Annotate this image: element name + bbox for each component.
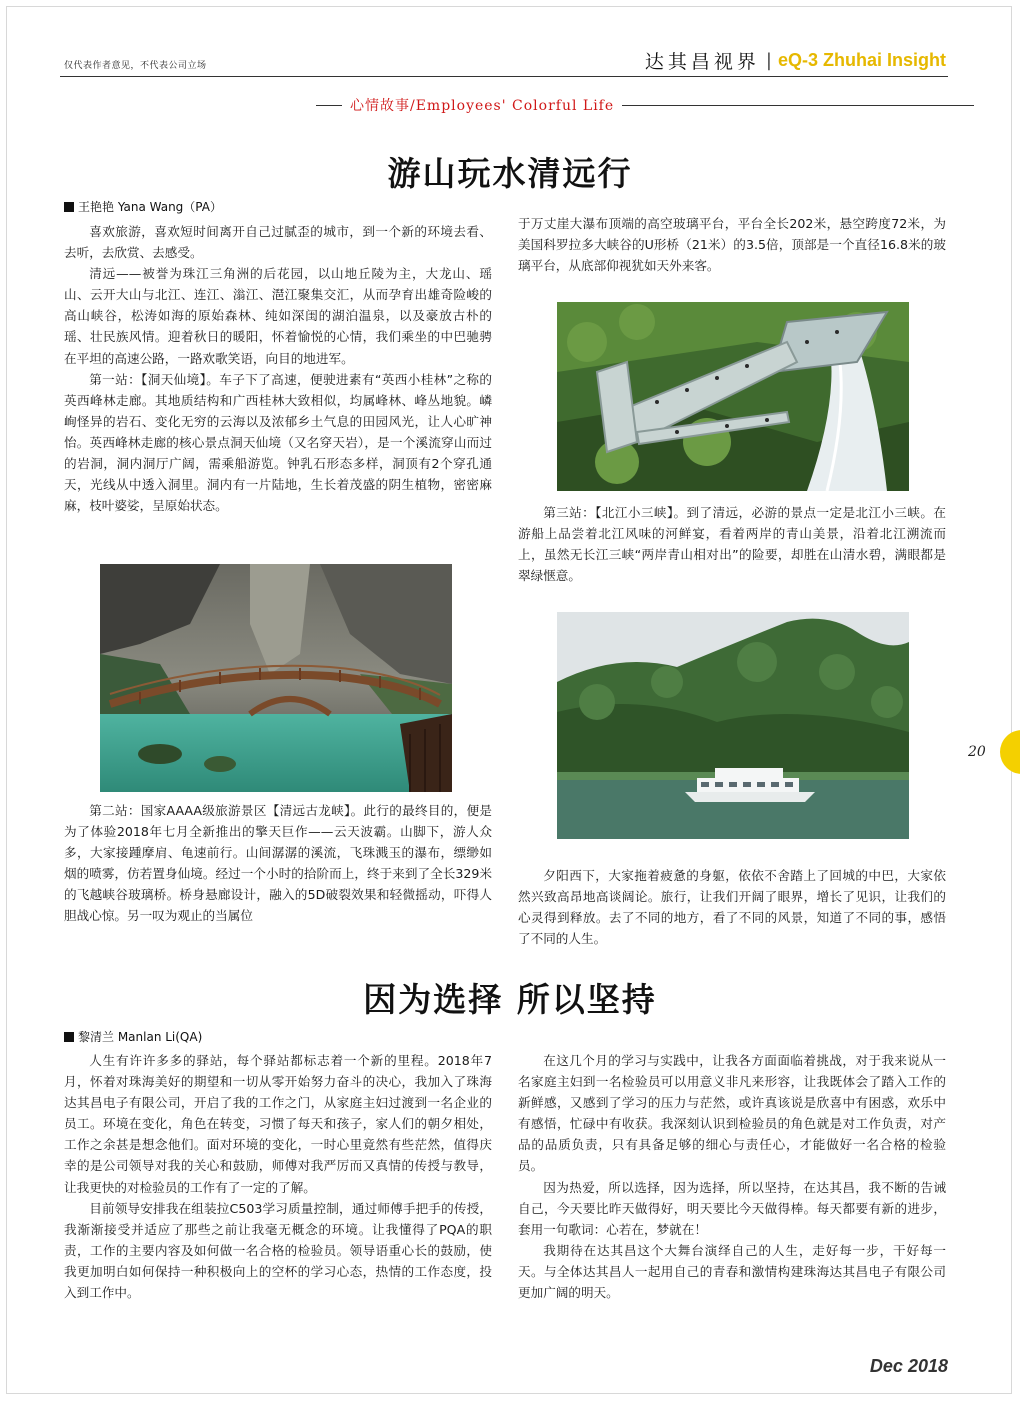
glass-platform-photo bbox=[557, 302, 909, 491]
page-number: 20 bbox=[968, 744, 986, 760]
bullet-square-icon bbox=[64, 1032, 74, 1042]
paragraph: 第二站：国家AAAA级旅游景区【清远古龙峡】。此行的最终目的，便是为了体验2018年七月全新推出的擎天巨作——云天波霸。山脚下，游人众多，大家接踵摩肩、龟速前行。山间潺潺的溪流，飞珠溅玉的瀑布，缥缈如烟的喷雾，仿若置身仙境。经过一个小时的拾阶而上，终于来到了全长329米的飞越峡谷玻璃桥。桥身悬廊设计，融入的5D破裂效果和轻微摇动，吓得人胆战心惊。另一叹为观止的当属位 bbox=[64, 803, 492, 924]
paragraph: 第一站：【洞天仙境】。车子下了高速，便驶进素有“英西小桂林”之称的英西峰林走廊。其地质结构和广西桂林大致相似，均属峰林、峰丛地貌。嶙峋怪异的岩石、变化无穷的云海以及浓郁乡土气息的田园风光，让人心旷神怡。英西峰林走廊的核心景点洞天仙境（又名穿天岩），是一个溪流穿山而过的岩洞，洞内洞厅广阔，需乘船游览。钟乳石形态多样，洞顶有2个穿孔通天，光线从中透入洞里。洞内有一片陆地，生长着茂盛的阴生植物，密密麻麻，枝叶婆娑，呈原始状态。 bbox=[64, 371, 492, 514]
article2-left-column bbox=[64, 1050, 492, 1303]
header-rule bbox=[60, 76, 948, 77]
paragraph: 目前领导安排我在组装拉C503学习质量控制，通过师傅手把手的传授，我渐渐接受并适应了那些之前让我毫无概念的环境。让我懂得了PQA的职责，工作的主要内容及如何做一名合格的检验员。领导语重心长的鼓励，使我更加明白如何保持一种积极向上的空杯的学习心态，热情的工作态度，投入到工作中。 bbox=[64, 1200, 492, 1301]
article2-right-column bbox=[518, 1050, 946, 1303]
article1-left-column bbox=[64, 221, 492, 516]
article1-right-column-top bbox=[518, 213, 946, 276]
cave-bridge-photo bbox=[100, 564, 452, 792]
article2-byline bbox=[64, 1028, 202, 1045]
paragraph: 于万丈崖大瀑布顶端的高空玻璃平台，平台全长202米，悬空跨度72米，为美国科罗拉多大峡谷的U形桥（21米）的3.5倍，顶部是一个直径16.8米的玻璃平台，从底部仰视犹如天外来客。 bbox=[518, 216, 946, 274]
river-gorge-photo bbox=[557, 612, 909, 839]
section-bar bbox=[316, 95, 974, 115]
paragraph: 在这几个月的学习与实践中，让我各方面面临着挑战，对于我来说从一名家庭主妇到一名检验员可以用意义非凡来形容，让我既体会了踏入工作的新鲜感，又感到了学习的压力与茫然，或许真该说是欣喜中有困惑，欢乐中有感悟，忙碌中有收获。我深刻认识到检验员的角色就是对工作负责，对产品的品质负责，只有具备足够的细心与责任心，才能做好一名合格的检验员。 bbox=[518, 1053, 946, 1174]
disclaimer: 仅代表作者意见，不代表公司立场 bbox=[64, 61, 207, 71]
article1-right-column-bottom bbox=[518, 865, 946, 949]
paragraph: 人生有许许多多的驿站，每个驿站都标志着一个新的里程。2018年7月，怀着对珠海美好的期望和一切从零开始努力奋斗的决心，我加入了珠海达其昌电子有限公司，开启了我的工作之门，从家庭主妇过渡到一名企业的员工。环境在变化，角色在转变，习惯了每天和孩子，家人们的朝夕相处，工作之余甚是想念他们。面对环境的变化，一时心里竟然有些茫然，值得庆幸的是公司领导对我的关心和鼓励，师傅对我严厉而又真情的传授与教导，让我更快的对检验员的工作有了一定的了解。 bbox=[64, 1053, 492, 1195]
paragraph: 我期待在达其昌这个大舞台演绎自己的人生，走好每一步，干好每一天。与全体达其昌人一起用自己的青春和激情构建珠海达其昌电子有限公司更加广阔的明天。 bbox=[518, 1242, 946, 1301]
article1-byline bbox=[64, 198, 222, 215]
paragraph: 夕阳西下，大家拖着疲惫的身躯，依依不舍踏上了回城的中巴，大家依然兴致高昂地高谈阔论。旅行，让我们开阔了眼界，增长了见识，让我们的心灵得到释放。去了不同的地方，看了不同的风景，知道了不同的事，感悟了不同的人生。 bbox=[518, 868, 946, 947]
issue-date: Dec 2018 bbox=[869, 1356, 948, 1376]
article1-right-column-mid bbox=[518, 502, 946, 586]
brand-separator: | bbox=[765, 50, 772, 71]
paragraph: 因为热爱，所以选择，因为选择，所以坚持，在达其昌，我不断的告诫自己，今天要比昨天做得好，明天要比今天做得棒。每天都要有新的进步，套用一句歌词：心若在，梦就在！ bbox=[518, 1179, 946, 1237]
section-label: 心情故事/Employees' Colorful Life bbox=[342, 95, 622, 115]
article1-title: 游山玩水清远行 bbox=[387, 154, 633, 193]
paragraph: 第三站：【北江小三峡】。到了清远，必游的景点一定是北江小三峡。在游船上品尝着北江风味的河鲜宴，看着两岸的青山美景，沿着北江溯流而上，虽然无长江三峡“两岸青山相对出”的险要，却胜在山清水碧，满眼都是翠绿惬意。 bbox=[518, 505, 946, 584]
brand-chinese: 达其昌视界 bbox=[644, 51, 760, 73]
bullet-square-icon bbox=[64, 202, 74, 212]
article1-left-column-continued bbox=[64, 800, 492, 927]
article2-title: 因为选择 所以坚持 bbox=[363, 980, 657, 1019]
brand-header bbox=[645, 47, 946, 74]
article1-author: 王艳艳 Yana Wang（PA） bbox=[78, 200, 222, 214]
brand-english: eQ-3 Zhuhai Insight bbox=[777, 50, 946, 70]
paragraph: 清远——被誉为珠江三角洲的后花园，以山地丘陵为主，大龙山、瑶山、云开大山与北江、连江、滃江、潖江聚集交汇，从而孕育出雄奇险峻的高山峡谷，松涛如海的原始森林、纯如深闺的湖泊温泉，以及豪放古朴的瑶、壮民族风情。迎着秋日的暖阳，怀着愉悦的心情，我们乘坐的中巴驰骋在平坦的高速公路，一路欢歌笑语，向目的地进军。 bbox=[64, 266, 492, 366]
article2-author: 黎清兰 Manlan Li(QA) bbox=[78, 1030, 203, 1044]
paragraph: 喜欢旅游，喜欢短时间离开自己过腻歪的城市，到一个新的环境去看、去听，去欣赏、去感受。 bbox=[64, 224, 492, 261]
